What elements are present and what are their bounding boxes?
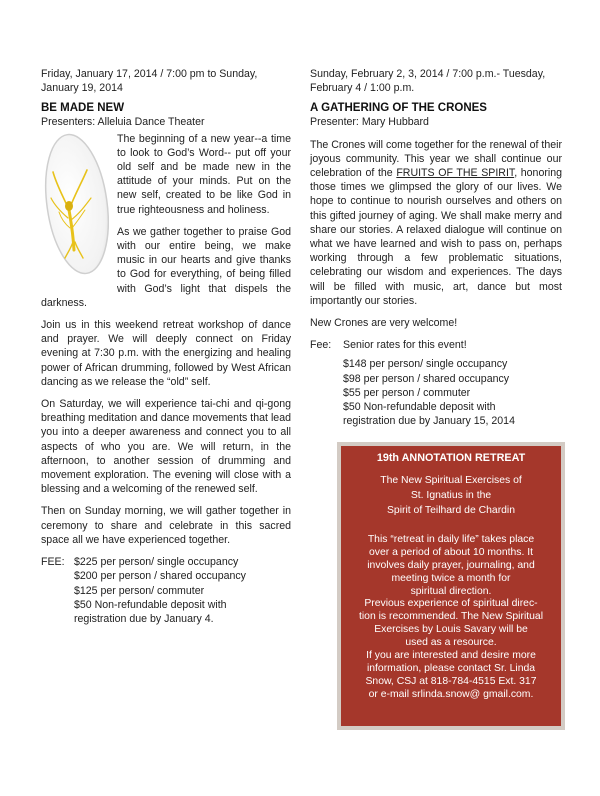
event-date: Friday, January 17, 2014 / 7:00 pm to Sunday, January 19, 2014 [41,68,258,95]
fee-item: $148 per person/ single occupancy [343,358,508,371]
fee-label: FEE: [41,556,65,569]
event-date: Sunday, February 2, 3, 2014 / 7:00 p.m.- Tuesday, February 4 / 1:00 p.m. [310,68,546,95]
box-subtitle-line: Spirit of Teilhard de Chardin [386,504,516,516]
paragraph-text: , honoring those times we glimpsed the glory of our lives. We hope to continue to nourish ourselves and others on this gifted journey of aging. We shall make merry and share our stories. A relaxed dialogue will continue on what we have learned and wish to pass on, perhaps working through a few problematic situations, celebrating our wisdom and experiences. The days will be filled with music, art, dance but most importantly our stories. [310,167,563,307]
fee-item: $225 per person/ single occupancy [74,556,239,569]
box-body-line: information, please contact Sr. Linda [366,662,536,674]
box-body-line: meeting twice a month for [391,572,511,584]
fee-list [343,338,515,428]
paragraph [310,138,562,308]
presenter: Presenter: Mary Hubbard [310,116,429,129]
box-body-line: If you are interested and desire more [366,650,536,662]
fee-item: $50 Non-refundable deposit with [343,401,496,414]
box-body-line: Previous experience of spiritual direc- [364,598,538,610]
paragraph: Then on Sunday morning, we will gather together in ceremony to share and celebrate in this sacred space all we have experienced together. [41,505,291,546]
annotation-retreat-box [337,442,565,730]
box-body-line: This “retreat in daily life” takes place [367,533,535,545]
box-subtitle-line: The New Spiritual Exercises of [380,474,522,486]
dancer-image [41,132,109,282]
fee-item: registration due by January 4. [74,612,214,625]
fee-item: $55 per person / commuter [343,386,471,399]
paragraph: On Saturday, we will experience tai-chi and qi-gong breathing meditation and dance movements that lead you into a deeper awareness and connect you to all aspects of who you are. We will return, in the afternoon, to another session of drumming and movement exploration. The evening will close with a blessing and a welcoming of the renewed self. [41,398,291,496]
box-body-line: over a period of about 10 months. It [368,546,534,558]
fee-label: Fee: [310,339,332,352]
box-body-line: used as a resource. [405,637,497,649]
fee-item: $50 Non-refundable deposit with [74,598,227,611]
fee-list [74,555,246,626]
paragraph: Join us in this weekend retreat workshop of dance and prayer. We will deeply connect on Friday evening at 7:30 p.m. with the energizing and healing power of African drumming, followed by West African dancing as we release the “old” self. [41,319,291,388]
paragraph: The beginning of a new year--a time to look to God’s Word-- put off your old self and be made new in the attitude of your minds. Put on the new self, created to be like God in true righteousness and holiness. [117,132,291,216]
box-title: 19th ANNOTATION RETREAT [376,452,526,464]
fruits-of-the-spirit-text: FRUITS OF THE SPIRIT [396,167,515,180]
event-title: BE MADE NEW [41,102,125,115]
fee-item: registration due by January 15, 2014 [343,415,515,428]
box-body-line: Exercises by Louis Savary will be [374,624,528,636]
fee-item: $200 per person / shared occupancy [74,570,246,583]
presenters: Presenters: Alleluia Dance Theater [41,116,205,129]
paragraph: New Crones are very welcome! [310,317,458,330]
paragraph-text: The Crones will come together for the renewal of their joyous community. This year we shall continue our celebration of the [310,138,563,180]
box-body-line: spiritual direction. [410,585,492,597]
fee-item: $98 per person / shared occupancy [343,372,510,385]
box-body-line: tion is recommended. The New Spiritual [358,611,544,623]
box-subtitle-line: St. Ignatius in the [410,489,492,501]
box-body-line: Snow, CSJ at 818-784-4515 Ext. 317 [365,675,537,687]
paragraph: As we gather together to praise God with our entire being, we make music in our hearts and give thanks to God for everything, of being filled with God’s light that dispels the darkness. [41,225,291,309]
box-subtitle [351,473,551,518]
box-email-line[interactable]: or e-mail srlinda.snow@ gmail.com. [368,688,534,700]
fee-item: $125 per person/ commuter [74,584,205,597]
fee-section [41,555,291,626]
fee-section [310,338,562,428]
box-body [351,534,551,702]
left-column [41,67,291,626]
right-column [310,67,562,428]
event-title: A GATHERING OF THE CRONES [310,102,487,115]
box-body-line: involves daily prayer, journaling, and [367,559,535,571]
fee-intro: Senior rates for this event! [343,339,467,352]
